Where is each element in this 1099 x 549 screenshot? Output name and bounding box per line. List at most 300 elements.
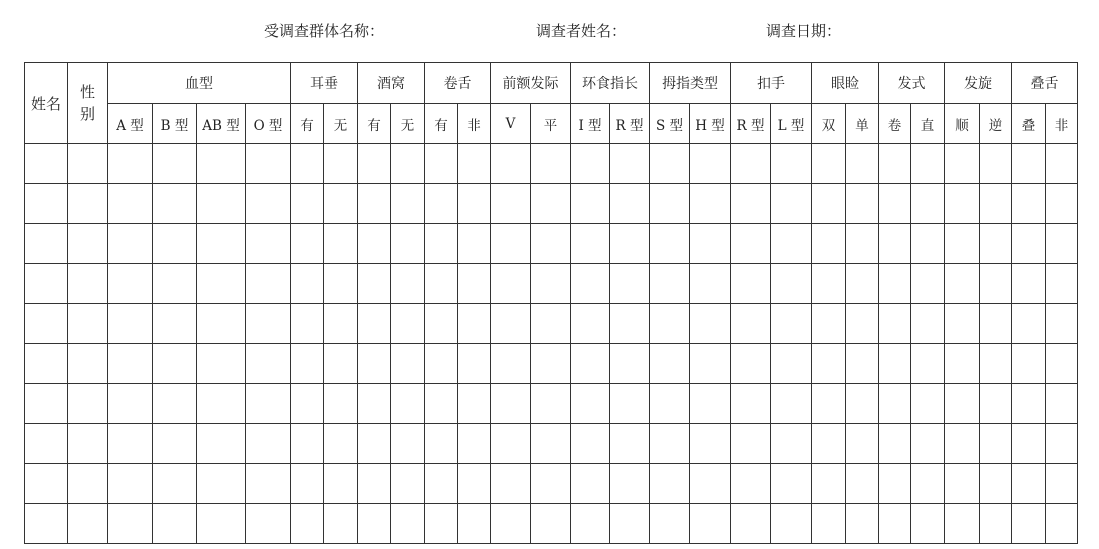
table-cell[interactable]	[291, 344, 324, 384]
table-cell[interactable]	[771, 424, 812, 464]
table-cell[interactable]	[571, 224, 610, 264]
table-cell[interactable]	[425, 424, 458, 464]
table-cell[interactable]	[358, 144, 391, 184]
table-cell[interactable]	[246, 344, 291, 384]
table-cell[interactable]	[690, 384, 731, 424]
table-cell[interactable]	[531, 504, 571, 544]
table-cell[interactable]	[153, 304, 197, 344]
table-cell[interactable]	[458, 464, 491, 504]
table-cell[interactable]	[153, 504, 197, 544]
table-cell[interactable]	[610, 504, 650, 544]
trait-option-header: 叠	[1012, 104, 1046, 144]
table-cell[interactable]	[68, 184, 108, 224]
table-cell[interactable]	[153, 264, 197, 304]
table-cell[interactable]	[1046, 344, 1078, 384]
table-cell[interactable]	[531, 184, 571, 224]
table-cell[interactable]	[246, 384, 291, 424]
table-cell[interactable]	[846, 384, 879, 424]
table-cell[interactable]	[1046, 264, 1078, 304]
table-cell[interactable]	[391, 504, 425, 544]
table-cell[interactable]	[911, 504, 945, 544]
table-cell[interactable]	[153, 384, 197, 424]
table-cell[interactable]	[291, 264, 324, 304]
trait-option-header: 顺	[945, 104, 980, 144]
table-cell[interactable]	[731, 224, 771, 264]
table-cell[interactable]	[391, 424, 425, 464]
table-cell[interactable]	[531, 384, 571, 424]
table-cell[interactable]	[458, 304, 491, 344]
table-cell[interactable]	[980, 424, 1012, 464]
table-cell[interactable]	[812, 304, 846, 344]
table-cell[interactable]	[571, 184, 610, 224]
table-cell[interactable]	[491, 344, 531, 384]
table-cell[interactable]	[879, 504, 911, 544]
table-cell[interactable]	[358, 384, 391, 424]
table-cell[interactable]	[610, 344, 650, 384]
table-cell[interactable]	[650, 304, 690, 344]
header-row-options	[25, 104, 1078, 144]
table-cell[interactable]	[458, 184, 491, 224]
table-cell[interactable]	[197, 464, 246, 504]
table-cell[interactable]	[491, 224, 531, 264]
table-cell[interactable]	[731, 304, 771, 344]
table-cell[interactable]	[391, 184, 425, 224]
table-cell[interactable]	[531, 424, 571, 464]
table-cell[interactable]	[980, 344, 1012, 384]
table-cell[interactable]	[68, 264, 108, 304]
table-cell[interactable]	[1012, 504, 1046, 544]
table-cell[interactable]	[650, 224, 690, 264]
table-cell[interactable]	[911, 184, 945, 224]
table-cell[interactable]	[846, 144, 879, 184]
table-cell[interactable]	[980, 464, 1012, 504]
table-cell[interactable]	[491, 464, 531, 504]
table-cell[interactable]	[945, 224, 980, 264]
table-cell[interactable]	[879, 144, 911, 184]
table-cell[interactable]	[846, 344, 879, 384]
table-cell[interactable]	[246, 504, 291, 544]
table-cell[interactable]	[771, 184, 812, 224]
trait-option-header: AB 型	[197, 104, 246, 144]
table-cell[interactable]	[690, 504, 731, 544]
table-cell[interactable]	[945, 184, 980, 224]
table-cell[interactable]	[846, 504, 879, 544]
table-cell[interactable]	[731, 504, 771, 544]
table-cell[interactable]	[197, 224, 246, 264]
table-cell[interactable]	[690, 224, 731, 264]
table-cell[interactable]	[246, 264, 291, 304]
table-cell[interactable]	[771, 464, 812, 504]
table-cell[interactable]	[458, 384, 491, 424]
table-cell[interactable]	[491, 184, 531, 224]
table-cell[interactable]	[153, 344, 197, 384]
table-cell[interactable]	[911, 264, 945, 304]
table-cell[interactable]	[531, 304, 571, 344]
table-cell[interactable]	[246, 464, 291, 504]
table-cell[interactable]	[291, 224, 324, 264]
table-cell[interactable]	[610, 224, 650, 264]
trait-group-header: 环食指长	[571, 63, 650, 104]
table-cell[interactable]	[458, 224, 491, 264]
table-cell[interactable]	[980, 184, 1012, 224]
table-cell[interactable]	[650, 264, 690, 304]
table-cell[interactable]	[1012, 344, 1046, 384]
table-cell[interactable]	[1012, 144, 1046, 184]
table-cell[interactable]	[879, 264, 911, 304]
table-cell[interactable]	[68, 384, 108, 424]
table-cell[interactable]	[571, 144, 610, 184]
table-cell[interactable]	[690, 184, 731, 224]
trait-option-header: R 型	[610, 104, 650, 144]
table-cell[interactable]	[690, 144, 731, 184]
table-cell[interactable]	[731, 184, 771, 224]
trait-group-header: 发旋	[945, 63, 1012, 104]
table-cell[interactable]	[68, 304, 108, 344]
table-cell[interactable]	[68, 144, 108, 184]
table-cell[interactable]	[358, 224, 391, 264]
table-cell[interactable]	[945, 344, 980, 384]
table-cell[interactable]	[812, 144, 846, 184]
table-cell[interactable]	[425, 144, 458, 184]
table-cell[interactable]	[879, 184, 911, 224]
table-cell[interactable]	[197, 264, 246, 304]
table-cell[interactable]	[812, 424, 846, 464]
table-cell[interactable]	[491, 384, 531, 424]
table-cell[interactable]	[731, 264, 771, 304]
table-cell[interactable]	[879, 224, 911, 264]
table-cell[interactable]	[153, 144, 197, 184]
table-cell[interactable]	[571, 304, 610, 344]
table-cell[interactable]	[1012, 304, 1046, 344]
table-cell[interactable]	[108, 464, 153, 504]
survey-table-body	[25, 144, 1078, 544]
table-cell[interactable]	[650, 144, 690, 184]
table-cell[interactable]	[108, 224, 153, 264]
table-cell[interactable]	[358, 424, 391, 464]
table-cell[interactable]	[324, 424, 358, 464]
table-cell[interactable]	[358, 264, 391, 304]
table-cell[interactable]	[571, 464, 610, 504]
table-cell[interactable]	[771, 304, 812, 344]
table-cell[interactable]	[571, 504, 610, 544]
table-cell[interactable]	[458, 344, 491, 384]
table-cell[interactable]	[25, 184, 68, 224]
table-cell[interactable]	[108, 264, 153, 304]
table-cell[interactable]	[945, 144, 980, 184]
table-cell[interactable]	[812, 344, 846, 384]
table-cell[interactable]	[531, 264, 571, 304]
trait-option-header: O 型	[246, 104, 291, 144]
table-cell[interactable]	[846, 264, 879, 304]
table-cell[interactable]	[291, 424, 324, 464]
table-cell[interactable]	[391, 224, 425, 264]
table-cell[interactable]	[571, 264, 610, 304]
table-cell[interactable]	[246, 144, 291, 184]
table-cell[interactable]	[980, 144, 1012, 184]
table-cell[interactable]	[650, 424, 690, 464]
table-cell[interactable]	[291, 504, 324, 544]
table-cell[interactable]	[771, 224, 812, 264]
table-cell[interactable]	[846, 224, 879, 264]
table-cell[interactable]	[731, 464, 771, 504]
table-cell[interactable]	[324, 344, 358, 384]
table-cell[interactable]	[980, 304, 1012, 344]
table-cell[interactable]	[771, 144, 812, 184]
table-cell[interactable]	[911, 304, 945, 344]
table-cell[interactable]	[324, 144, 358, 184]
table-cell[interactable]	[391, 264, 425, 304]
table-cell[interactable]	[650, 464, 690, 504]
table-cell[interactable]	[246, 424, 291, 464]
table-cell[interactable]	[68, 464, 108, 504]
table-cell[interactable]	[68, 224, 108, 264]
table-cell[interactable]	[153, 184, 197, 224]
table-cell[interactable]	[690, 464, 731, 504]
table-row	[25, 184, 1078, 224]
table-cell[interactable]	[291, 144, 324, 184]
table-cell[interactable]	[771, 504, 812, 544]
table-cell[interactable]	[1046, 504, 1078, 544]
table-cell[interactable]	[458, 424, 491, 464]
table-cell[interactable]	[153, 464, 197, 504]
table-cell[interactable]	[911, 344, 945, 384]
table-cell[interactable]	[980, 504, 1012, 544]
table-cell[interactable]	[690, 344, 731, 384]
table-cell[interactable]	[1012, 264, 1046, 304]
table-cell[interactable]	[610, 264, 650, 304]
trait-option-header: 平	[531, 104, 571, 144]
table-cell[interactable]	[197, 144, 246, 184]
table-cell[interactable]	[391, 304, 425, 344]
table-cell[interactable]	[68, 504, 108, 544]
table-cell[interactable]	[945, 384, 980, 424]
table-cell[interactable]	[731, 144, 771, 184]
table-cell[interactable]	[812, 184, 846, 224]
table-cell[interactable]	[531, 344, 571, 384]
table-cell[interactable]	[491, 264, 531, 304]
name-column-header: 姓名	[25, 63, 68, 144]
table-cell[interactable]	[1012, 464, 1046, 504]
table-cell[interactable]	[1046, 184, 1078, 224]
table-cell[interactable]	[25, 424, 68, 464]
table-row	[25, 224, 1078, 264]
table-cell[interactable]	[246, 184, 291, 224]
table-cell[interactable]	[771, 344, 812, 384]
table-cell[interactable]	[771, 264, 812, 304]
table-cell[interactable]	[531, 224, 571, 264]
table-cell[interactable]	[980, 224, 1012, 264]
table-cell[interactable]	[1046, 144, 1078, 184]
table-cell[interactable]	[911, 424, 945, 464]
table-cell[interactable]	[945, 504, 980, 544]
table-cell[interactable]	[650, 344, 690, 384]
table-cell[interactable]	[358, 184, 391, 224]
table-cell[interactable]	[25, 224, 68, 264]
table-cell[interactable]	[980, 384, 1012, 424]
table-cell[interactable]	[812, 464, 846, 504]
table-cell[interactable]	[291, 184, 324, 224]
table-row	[25, 304, 1078, 344]
table-cell[interactable]	[358, 304, 391, 344]
table-cell[interactable]	[25, 264, 68, 304]
table-cell[interactable]	[610, 184, 650, 224]
table-cell[interactable]	[610, 464, 650, 504]
table-cell[interactable]	[425, 264, 458, 304]
table-cell[interactable]	[571, 344, 610, 384]
table-cell[interactable]	[68, 344, 108, 384]
table-cell[interactable]	[945, 264, 980, 304]
table-cell[interactable]	[812, 224, 846, 264]
table-cell[interactable]	[610, 144, 650, 184]
table-cell[interactable]	[690, 304, 731, 344]
trait-group-header: 血型	[108, 63, 291, 104]
table-cell[interactable]	[324, 464, 358, 504]
table-cell[interactable]	[108, 304, 153, 344]
table-cell[interactable]	[945, 464, 980, 504]
table-cell[interactable]	[690, 264, 731, 304]
table-cell[interactable]	[911, 224, 945, 264]
table-cell[interactable]	[650, 184, 690, 224]
table-cell[interactable]	[1046, 384, 1078, 424]
trait-option-header: 有	[425, 104, 458, 144]
table-cell[interactable]	[324, 304, 358, 344]
table-cell[interactable]	[911, 464, 945, 504]
table-cell[interactable]	[531, 464, 571, 504]
table-cell[interactable]	[1046, 424, 1078, 464]
table-cell[interactable]	[324, 504, 358, 544]
table-cell[interactable]	[197, 504, 246, 544]
table-cell[interactable]	[1046, 224, 1078, 264]
table-cell[interactable]	[911, 144, 945, 184]
table-cell[interactable]	[531, 144, 571, 184]
table-cell[interactable]	[25, 144, 68, 184]
table-cell[interactable]	[425, 344, 458, 384]
table-cell[interactable]	[458, 264, 491, 304]
table-cell[interactable]	[25, 504, 68, 544]
table-cell[interactable]	[358, 344, 391, 384]
table-cell[interactable]	[25, 464, 68, 504]
table-cell[interactable]	[425, 224, 458, 264]
table-cell[interactable]	[650, 504, 690, 544]
table-cell[interactable]	[491, 304, 531, 344]
table-cell[interactable]	[1012, 184, 1046, 224]
table-cell[interactable]	[980, 264, 1012, 304]
table-cell[interactable]	[324, 384, 358, 424]
table-cell[interactable]	[153, 224, 197, 264]
trait-group-header: 拇指类型	[650, 63, 731, 104]
table-cell[interactable]	[25, 304, 68, 344]
table-cell[interactable]	[879, 344, 911, 384]
table-cell[interactable]	[108, 144, 153, 184]
table-cell[interactable]	[324, 264, 358, 304]
table-cell[interactable]	[108, 384, 153, 424]
table-cell[interactable]	[879, 304, 911, 344]
table-cell[interactable]	[1046, 304, 1078, 344]
table-cell[interactable]	[425, 504, 458, 544]
table-cell[interactable]	[197, 384, 246, 424]
table-cell[interactable]	[458, 504, 491, 544]
table-cell[interactable]	[391, 144, 425, 184]
table-cell[interactable]	[425, 384, 458, 424]
table-cell[interactable]	[291, 464, 324, 504]
table-cell[interactable]	[197, 344, 246, 384]
table-cell[interactable]	[731, 424, 771, 464]
table-cell[interactable]	[846, 304, 879, 344]
table-cell[interactable]	[425, 184, 458, 224]
table-cell[interactable]	[571, 384, 610, 424]
table-cell[interactable]	[650, 384, 690, 424]
table-cell[interactable]	[1046, 464, 1078, 504]
table-cell[interactable]	[68, 424, 108, 464]
table-cell[interactable]	[25, 384, 68, 424]
table-cell[interactable]	[491, 144, 531, 184]
table-cell[interactable]	[291, 304, 324, 344]
table-cell[interactable]	[610, 304, 650, 344]
table-cell[interactable]	[846, 424, 879, 464]
table-cell[interactable]	[108, 424, 153, 464]
table-cell[interactable]	[491, 504, 531, 544]
table-cell[interactable]	[846, 464, 879, 504]
table-cell[interactable]	[945, 304, 980, 344]
table-cell[interactable]	[25, 344, 68, 384]
table-cell[interactable]	[690, 424, 731, 464]
table-cell[interactable]	[197, 304, 246, 344]
table-cell[interactable]	[197, 424, 246, 464]
table-cell[interactable]	[1012, 384, 1046, 424]
table-cell[interactable]	[812, 384, 846, 424]
table-cell[interactable]	[246, 304, 291, 344]
table-cell[interactable]	[391, 344, 425, 384]
table-cell[interactable]	[911, 384, 945, 424]
table-cell[interactable]	[812, 504, 846, 544]
table-cell[interactable]	[610, 424, 650, 464]
table-cell[interactable]	[610, 384, 650, 424]
table-cell[interactable]	[458, 144, 491, 184]
table-cell[interactable]	[731, 344, 771, 384]
table-cell[interactable]	[425, 304, 458, 344]
table-cell[interactable]	[771, 384, 812, 424]
table-cell[interactable]	[1012, 224, 1046, 264]
table-cell[interactable]	[425, 464, 458, 504]
table-cell[interactable]	[246, 224, 291, 264]
table-cell[interactable]	[879, 384, 911, 424]
sex-header-char-2: 别	[79, 105, 95, 123]
table-cell[interactable]	[108, 504, 153, 544]
table-cell[interactable]	[324, 224, 358, 264]
table-cell[interactable]	[879, 464, 911, 504]
table-cell[interactable]	[571, 424, 610, 464]
sex-column-header	[68, 63, 108, 144]
table-cell[interactable]	[324, 184, 358, 224]
table-cell[interactable]	[945, 424, 980, 464]
table-cell[interactable]	[731, 384, 771, 424]
table-cell[interactable]	[846, 184, 879, 224]
table-cell[interactable]	[108, 184, 153, 224]
table-cell[interactable]	[879, 424, 911, 464]
table-cell[interactable]	[358, 504, 391, 544]
table-cell[interactable]	[108, 344, 153, 384]
table-cell[interactable]	[197, 184, 246, 224]
table-cell[interactable]	[391, 464, 425, 504]
table-cell[interactable]	[153, 424, 197, 464]
table-cell[interactable]	[291, 384, 324, 424]
table-cell[interactable]	[812, 264, 846, 304]
table-cell[interactable]	[358, 464, 391, 504]
table-cell[interactable]	[391, 384, 425, 424]
table-cell[interactable]	[1012, 424, 1046, 464]
table-cell[interactable]	[491, 424, 531, 464]
trait-option-header: 单	[846, 104, 879, 144]
